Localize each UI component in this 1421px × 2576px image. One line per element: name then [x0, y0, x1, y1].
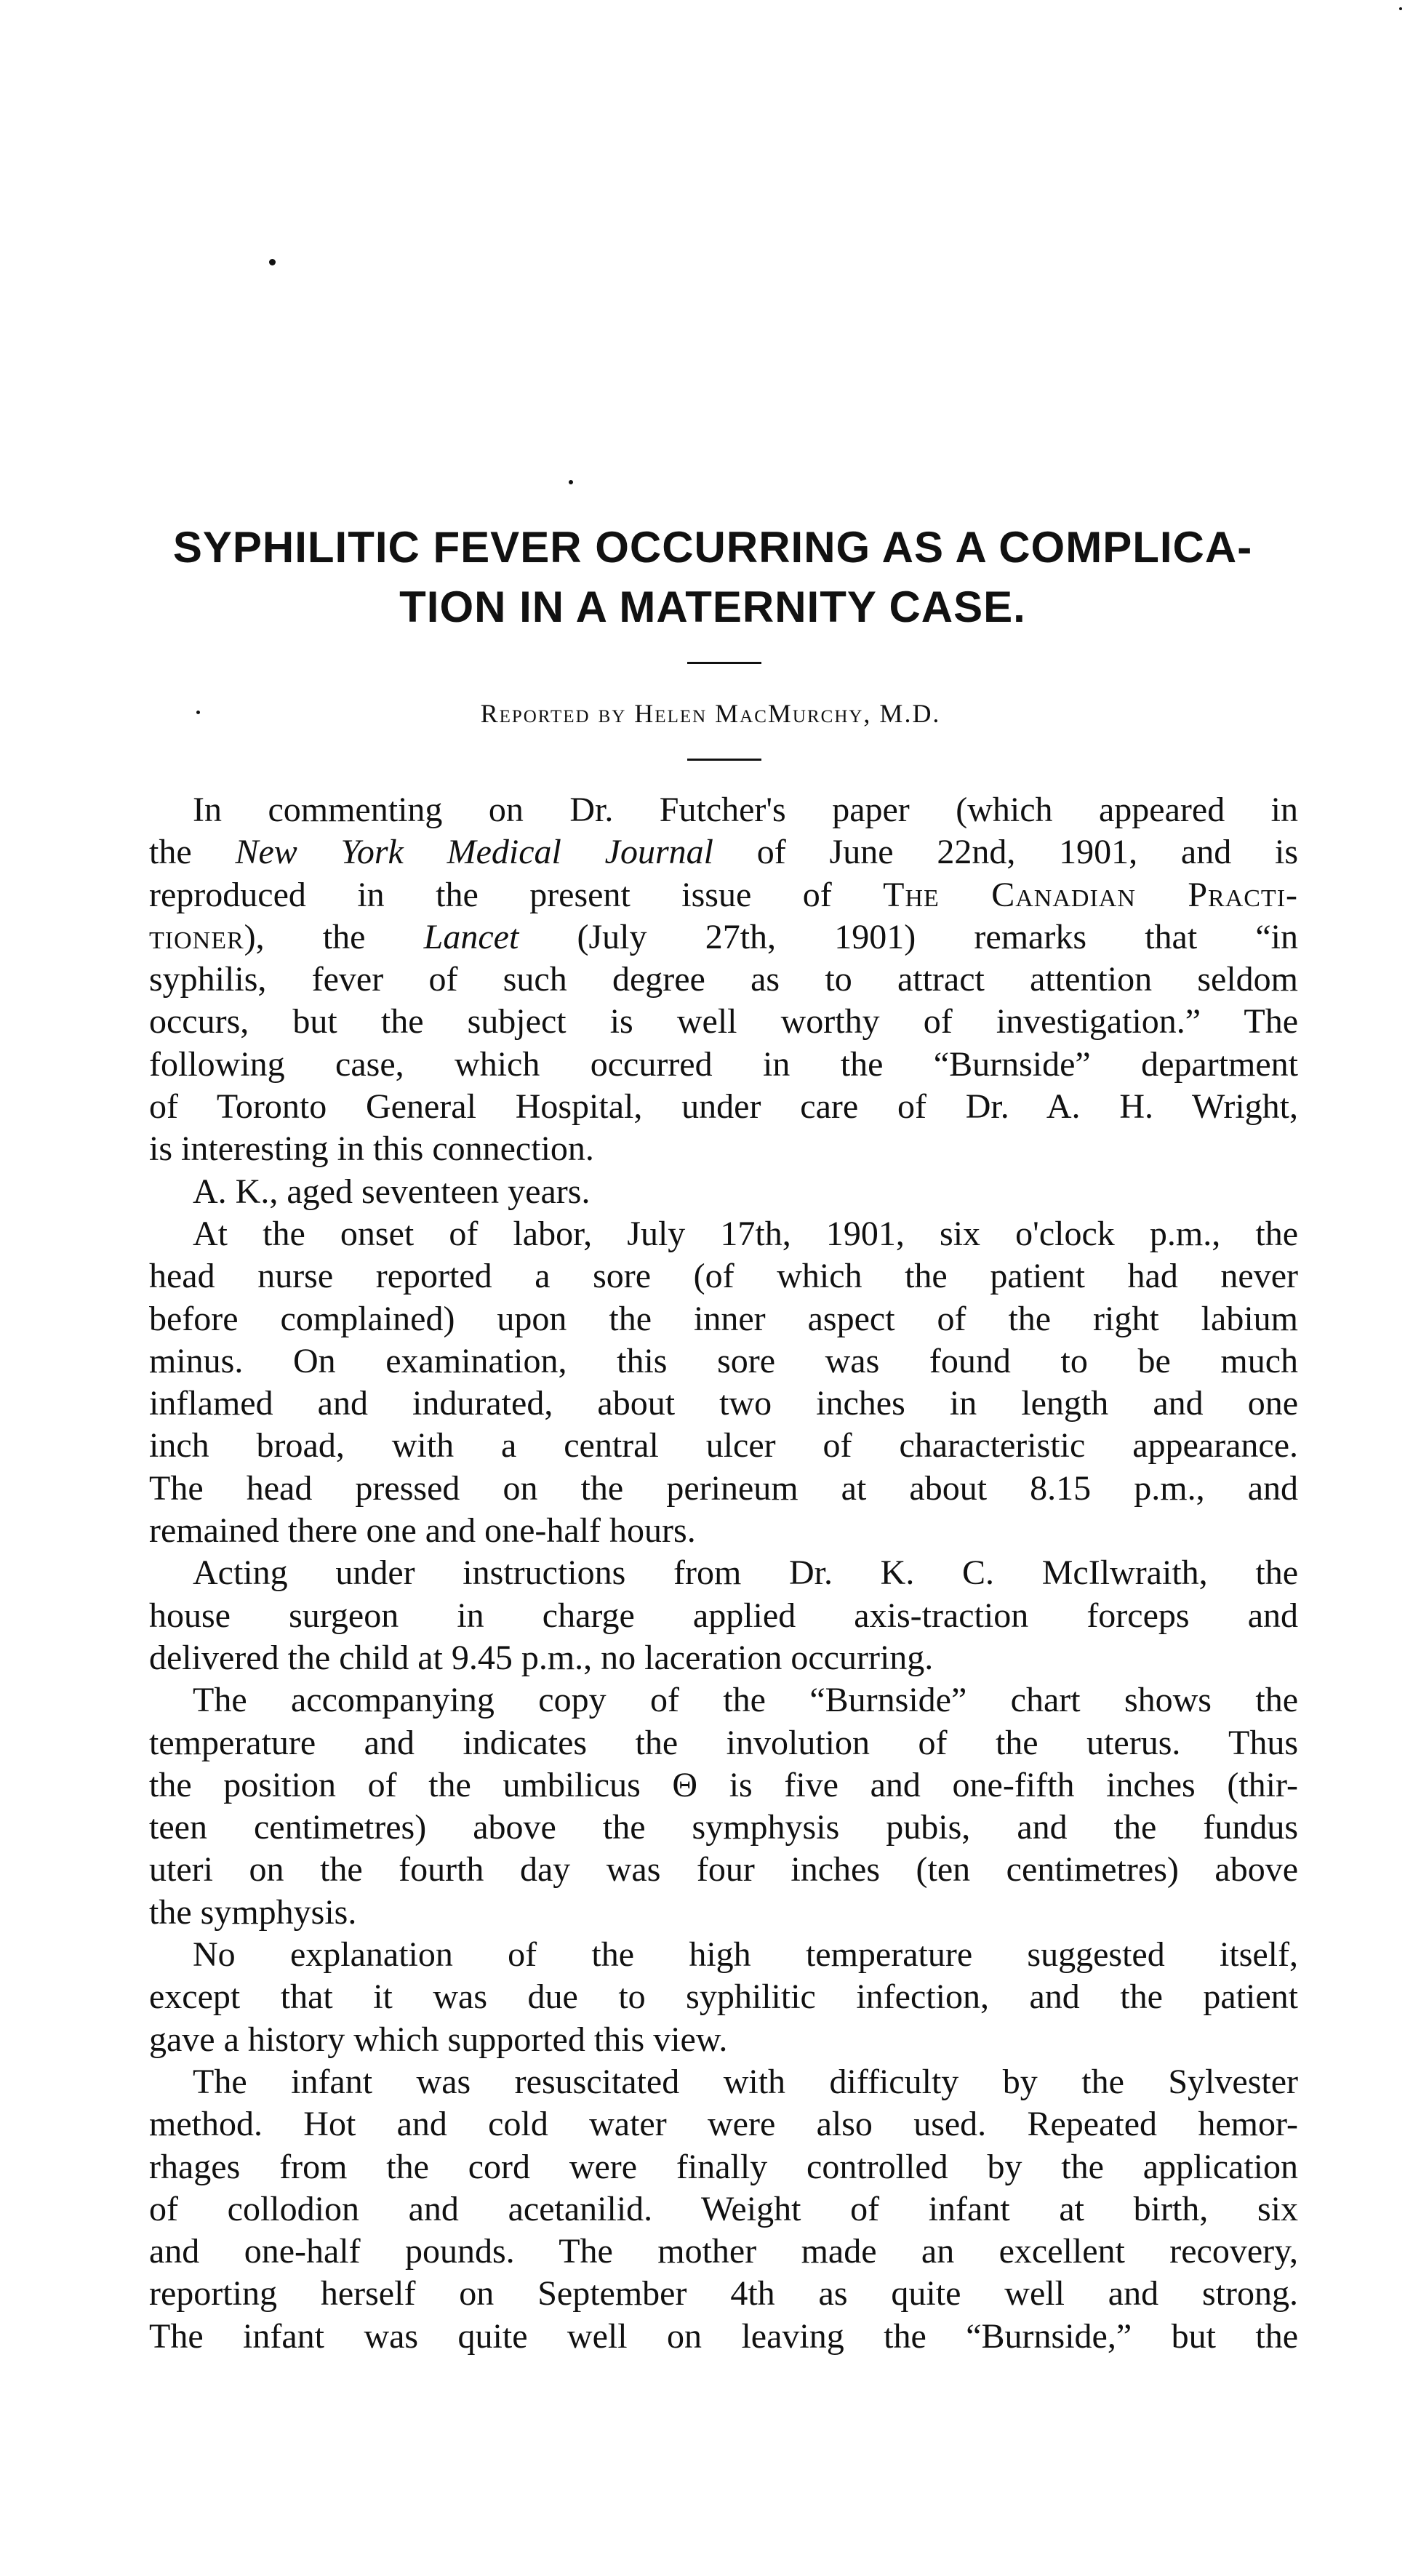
text-line: At the onset of labor, July 17th, 1901, six o'clock p.m., the: [193, 1214, 1298, 1253]
title-line: TION IN A MATERNITY CASE.: [399, 583, 1026, 631]
article-title: [116, 518, 1309, 637]
journal-name: tioner: [149, 917, 244, 956]
title-rule: [687, 662, 761, 664]
text-fragment: ), the: [244, 917, 424, 956]
text-fragment: reproduced in the present issue of: [149, 875, 884, 914]
text-line: following case, which occurred in the “Burnside” department: [149, 1044, 1298, 1084]
journal-name: Lancet: [423, 917, 519, 956]
text-line: delivered the child at 9.45 p.m., no laceration occurring.: [149, 1638, 934, 1677]
text-line: of collodion and acetanilid. Weight of infant at birth, six: [149, 2189, 1298, 2228]
text-line: inflamed and indurated, about two inches in length and one: [149, 1384, 1298, 1423]
text-line: teen centimetres) above the symphysis pubis, and the fundus: [149, 1808, 1298, 1847]
text-line: A. K., aged seventeen years.: [193, 1172, 591, 1211]
text-line: temperature and indicates the involution of the uterus. Thus: [149, 1723, 1298, 1762]
text-line: In commenting on Dr. Futcher's paper (which appeared in: [193, 791, 1298, 829]
text-line: minus. On examination, this sore was found to be much: [149, 1341, 1298, 1380]
print-speck: [269, 259, 276, 265]
text-line: Acting under instructions from Dr. K. C. McIlwraith, the: [193, 1553, 1298, 1593]
text-line: The infant was resuscitated with difficulty by the Sylvester: [193, 2062, 1298, 2101]
text-line: [149, 831, 1298, 873]
text-line: [149, 874, 1298, 916]
text-line: rhages from the cord were finally controlled by the application: [149, 2147, 1298, 2186]
print-speck: [1399, 7, 1402, 10]
text-line: of Toronto General Hospital, under care of Dr. A. H. Wright,: [149, 1087, 1298, 1127]
text-line: inch broad, with a central ulcer of characteristic appearance.: [149, 1426, 1298, 1465]
print-speck: [569, 480, 573, 484]
text-line: The head pressed on the perineum at about 8.15 p.m., and: [149, 1468, 1298, 1508]
text-line: before complained) upon the inner aspect of the right labium: [149, 1299, 1298, 1338]
text-line: is interesting in this connection.: [149, 1129, 594, 1169]
byline: Reported by Helen MacMurchy, M.D.: [480, 699, 941, 728]
text-line: syphilis, fever of such degree as to attract attention seldom: [149, 960, 1298, 999]
text-line: the position of the umbilicus Θ is five and one-fifth inches (thir-: [149, 1765, 1298, 1804]
text-fragment: (July 27th, 1901) remarks that “in: [519, 917, 1299, 956]
text-line: the symphysis.: [149, 1892, 357, 1932]
text-line: The infant was quite well on leaving the “Burnside,” but the: [149, 2316, 1298, 2356]
text-line: method. Hot and cold water were also used. Repeated hemor-: [149, 2105, 1298, 2144]
article-body: [149, 789, 1298, 2358]
byline-rule: [687, 759, 761, 761]
text-line: house surgeon in charge applied axis-traction forceps and: [149, 1596, 1298, 1635]
text-fragment: of June 22nd, 1901, and is: [713, 833, 1299, 872]
text-line: gave a history which supported this view.: [149, 2020, 728, 2059]
text-fragment: the: [149, 833, 236, 872]
text-line: The accompanying copy of the “Burnside” chart shows the: [193, 1681, 1298, 1720]
text-line: remained there one and one-half hours.: [149, 1511, 696, 1551]
text-line: head nurse reported a sore (of which the patient had never: [149, 1257, 1298, 1296]
text-line: and one-half pounds. The mother made an excellent recovery,: [149, 2232, 1298, 2271]
text-line: uteri on the fourth day was four inches (ten centimetres) above: [149, 1850, 1298, 1889]
title-line: SYPHILITIC FEVER OCCURRING AS A COMPLICA-: [172, 523, 1253, 572]
text-line: No explanation of the high temperature suggested itself,: [193, 1935, 1298, 1975]
journal-name: New York Medical Journal: [235, 833, 713, 872]
text-line: reporting herself on September 4th as quite well and strong.: [149, 2274, 1298, 2313]
text-line: [149, 916, 1298, 959]
text-line: except that it was due to syphilitic infection, and the patient: [149, 1977, 1298, 2017]
text-line: occurs, but the subject is well worthy of investigation.” The: [149, 1002, 1298, 1041]
journal-name: The Canadian Practi-: [883, 875, 1298, 914]
